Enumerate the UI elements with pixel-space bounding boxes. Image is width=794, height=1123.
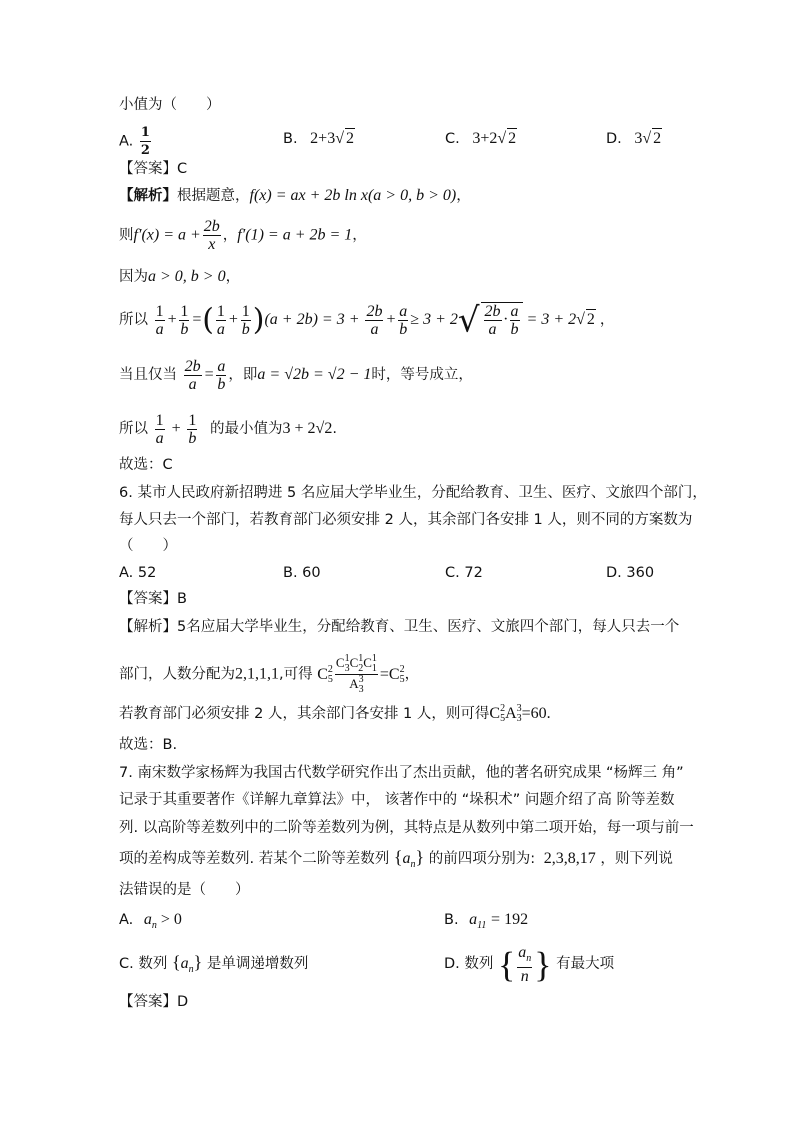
q5-analysis-1: 【解析】根据题意，f(x) = ax + 2b ln x(a > 0, b > 0)，	[119, 187, 471, 204]
q6-answer: 【答案】B	[119, 591, 187, 607]
q6-stem-line1: 6. 某市人民政府新招聘进 5 名应届大学毕业生，分配给教育、卫生、医疗、文旅四个部门，	[119, 485, 707, 501]
q6-analysis-1: 【解析】5名应届大学毕业生，分配给教育、卫生、医疗、文旅四个部门，每人只去一个	[119, 619, 680, 635]
q5-option-b: B. 2+3√ 2	[283, 130, 354, 147]
q5-option-a: A. $\frac{1}{2}$	[119, 125, 150, 158]
q5-inequality: $\frac{1}{a}$ + $\frac{1}{b}$ =( $\frac{1}{a}$ + $\frac{1}{b}$ )(a + 2b) = 3 + $\frac{2b}{a}$ + $\frac{a}{b}$ ≥ 3 + 2√ $\frac{2b}{a}$ · $\frac{a}{b}$ = 3 + 2√ 2	[155, 300, 595, 341]
q6-option-c: C. 72	[445, 565, 483, 581]
q7-stem-line5: 法错误的是（ ）	[119, 882, 250, 898]
q7-option-c: C. 数列 $\{a_n\}$ 是单调递增数列	[119, 952, 309, 975]
q5-answer: 【答案】C	[119, 161, 188, 177]
q6-stem-line2: 每人只去一个部门，若教育部门必须安排 2 人，其余部门各安排 1 人，则不同的方案数为	[119, 512, 693, 528]
q5-analysis-2: 则f′(x) = a + $\frac{2b}{x}$ ，f′(1) = a + 2b = 1，	[119, 218, 367, 253]
q5-option-d: D. 3√ 2	[606, 130, 662, 147]
q5-stem-tail: 小值为（ ）	[119, 97, 221, 113]
q5-analysis-6: 所以 $\frac{1}{a}$ + $\frac{1}{b}$ 的最小值为3 + 2√2.	[119, 412, 337, 447]
q7-stem-line3: 列. 以高阶等差数列中的二阶等差数列为例，其特点是从数列中第二项开始，每一项与前一	[119, 820, 694, 836]
q5-option-c: C. 3+2√ 2	[445, 130, 517, 147]
q6-stem-line3: （ ）	[119, 538, 177, 554]
q7-answer: 【答案】D	[119, 994, 189, 1010]
q7-option-a: A. $a_n > 0$	[119, 911, 182, 931]
q6-option-d: D. 360	[606, 565, 655, 581]
q5-conclusion: 故选：C	[119, 457, 173, 473]
q7-option-b: B. $a_{11} = 192$	[444, 911, 529, 931]
q5-analysis-5: 当且仅当 $\frac{2b}{a}$ = $\frac{a}{b}$ ，即a = √2b = √2 − 1时，等号成立，	[119, 358, 473, 393]
q7-stem-line4: 项的差构成等差数列. 若某个二阶等差数列 $\{a_n\}$ 的前四项分别为: 2,3,8,17 ，则下列说	[119, 847, 673, 870]
q5-analysis-3: 因为a > 0, b > 0，	[119, 268, 241, 285]
q6-analysis-2: 部门，人数分配为2,1,1,1,可得 C 2 5 C 1 3 C 1 2 C 1 1 A 3 3 =C 2 5 ，	[119, 653, 420, 696]
q7-option-d: D. 数列 { $\frac{a_n}{n}$ } 有最大项	[444, 944, 615, 985]
q6-option-a: A. 52	[119, 565, 157, 581]
q6-option-b: B. 60	[283, 565, 321, 581]
q7-stem-line1: 7. 南宋数学家杨辉为我国古代数学研究作出了杰出贡献，他的著名研究成果 “杨辉三 角”	[119, 765, 684, 781]
q7-stem-line2: 记录于其重要著作《详解九章算法》中， 该著作中的 “垛积术” 问题介绍了高 阶等差数	[119, 792, 675, 808]
q6-conclusion: 故选：B.	[119, 737, 178, 753]
q6-analysis-3: 若教育部门必须安排 2 人，其余部门各安排 1 人，则可得C 2 5 A 3 3 =60.	[119, 703, 551, 725]
q5-analysis-4: 所以 $\frac{1}{a}$ + $\frac{1}{b}$ =( $\frac{1}{a}$ + $\frac{1}{b}$ )(a + 2b) = 3 + $\frac{2b}{a}$ + $\frac{a}{b}$ ≥ 3 + 2√ $\frac{2b}{a}$ · $\frac{a}{b}$ = 3 + 2√ 2 ，	[119, 300, 615, 341]
